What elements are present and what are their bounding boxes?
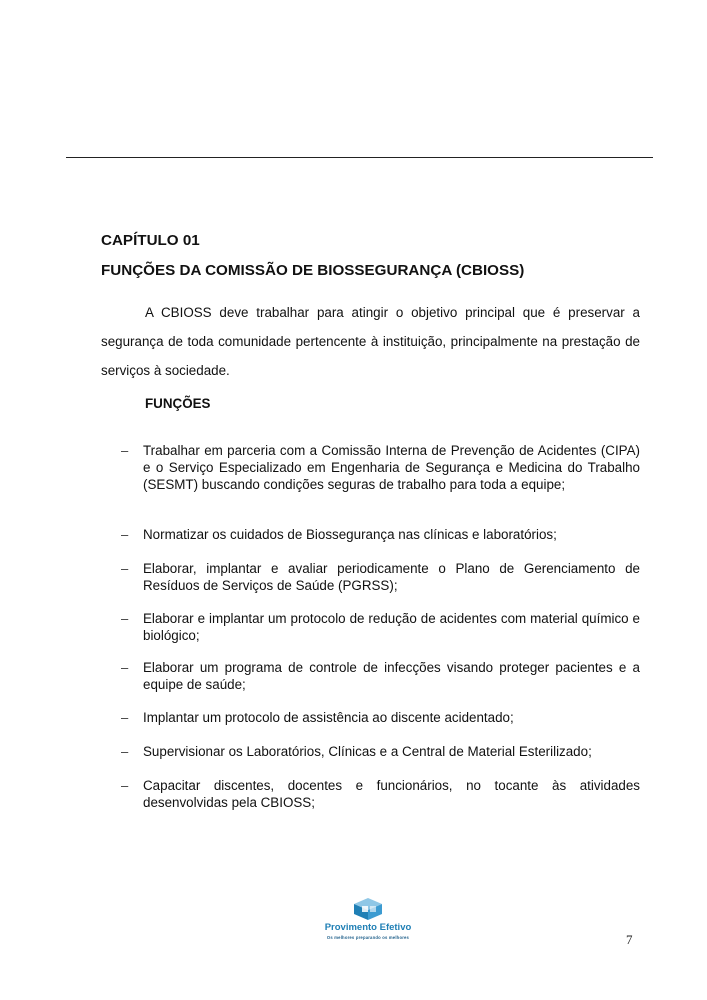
dash-bullet: – [121,660,129,675]
footer-logo [318,894,418,944]
dash-bullet: – [121,443,129,458]
list-item-text: Trabalhar em parceria com a Comissão Interna de Prevenção de Acidentes (CIPA) e o Serviço Especializado em Engenharia de Segurança e Medicina do Trabalho (SESMT) buscando condições seguras de trabalho para toda a equipe; [143,443,640,492]
functions-heading: FUNÇÕES [145,396,211,411]
list-item-text: Capacitar discentes, docentes e funcionários, no tocante às atividades desenvolvidas pela CBIOSS; [143,778,640,810]
dash-bullet: – [121,561,129,576]
dash-bullet: – [121,611,129,626]
dash-bullet: – [121,710,129,725]
list-item-text: Elaborar, implantar e avaliar periodicamente o Plano de Gerenciamento de Resíduos de Serviços de Saúde (PGRSS); [143,561,640,593]
chapter-title: FUNÇÕES DA COMISSÃO DE BIOSSEGURANÇA (CBIOSS) [101,262,525,279]
logo-emblem-icon [348,894,388,922]
dash-bullet: – [121,744,129,759]
list-item-text: Elaborar e implantar um protocolo de redução de acidentes com material químico e biológico; [143,611,640,643]
list-item-text: Supervisionar os Laboratórios, Clínicas e a Central de Material Esterilizado; [143,744,592,759]
list-item-text: Implantar um protocolo de assistência ao discente acidentado; [143,710,514,725]
list-item-text: Elaborar um programa de controle de infecções visando proteger pacientes e a equipe de saúde; [143,660,640,692]
chapter-number: CAPÍTULO 01 [101,232,200,249]
logo-name: Provimento Efetivo [324,922,412,933]
header-rule [66,157,653,158]
page-number: 7 [626,932,633,947]
dash-bullet: – [121,778,129,793]
list-item-text: Normatizar os cuidados de Biossegurança nas clínicas e laboratórios; [143,527,557,542]
intro-paragraph: A CBIOSS deve trabalhar para atingir o objetivo principal que é preservar a segurança de toda comunidade pertencente à instituição, principalmente na prestação de serviços à sociedade. [101,305,640,378]
dash-bullet: – [121,527,129,542]
logo-tagline: Os melhores preparando os melhores [326,935,410,940]
chapter-heading [101,226,641,286]
